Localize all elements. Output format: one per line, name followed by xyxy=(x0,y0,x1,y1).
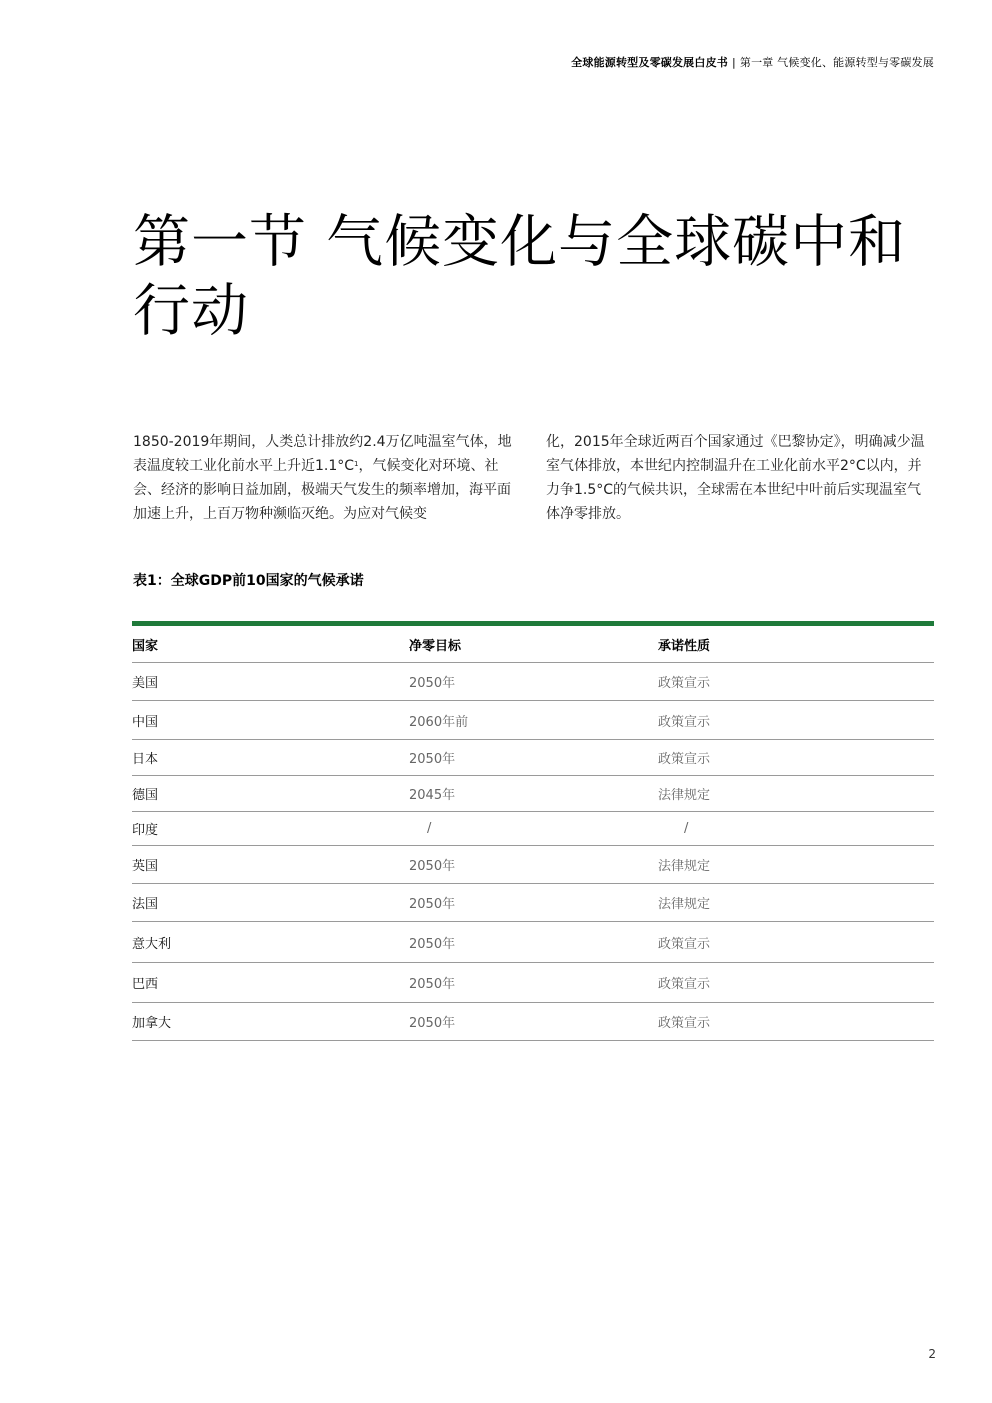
cell-target: 2050年 xyxy=(409,936,456,952)
section-title: 第一节 气候变化与全球碳中和行动 xyxy=(133,209,907,344)
cell-nature: 政策宣示 xyxy=(658,752,711,767)
cell-target: 2050年 xyxy=(409,676,456,691)
cell-country: 美国 xyxy=(132,676,159,691)
cell-country: 德国 xyxy=(132,788,159,803)
table-row xyxy=(132,846,934,884)
header-document-title: 全球能源转型及零碳发展白皮书 xyxy=(571,56,728,69)
page-number: 2 xyxy=(928,1347,936,1361)
table-header-row xyxy=(132,626,934,663)
paragraph-text-part2: ，气候变化对环境、社会、经济的影响日益加剧，极端天气发生的频率增加，海平面加速上升，上百万物种濒临灭绝。为应对气候变 xyxy=(133,458,511,522)
footnote-marker[interactable]: 1 xyxy=(354,460,359,468)
table-row xyxy=(132,701,934,740)
cell-nature: 政策宣示 xyxy=(658,1016,711,1031)
cell-nature: 政策宣示 xyxy=(658,936,711,952)
cell-target: 2050年 xyxy=(409,752,456,767)
cell-target: 2050年 xyxy=(409,1016,456,1031)
header-separator: | xyxy=(731,56,736,69)
cell-nature: / xyxy=(684,821,689,836)
cell-country: 意大利 xyxy=(132,936,172,952)
table-row xyxy=(132,884,934,922)
paragraph-text-part1: 1850-2019年期间，人类总计排放约2.4万亿吨温室气体，地表温度较工业化前水平上升近1.1°C xyxy=(133,434,512,474)
climate-commitments-table xyxy=(132,621,934,1041)
table-row xyxy=(132,812,934,846)
column-header-net-zero-target: 净零目标 xyxy=(409,638,462,654)
cell-nature: 政策宣示 xyxy=(658,714,711,730)
cell-nature: 法律规定 xyxy=(658,788,711,803)
table-caption: 表1：全球GDP前10国家的气候承诺 xyxy=(133,573,364,589)
cell-country: 加拿大 xyxy=(132,1016,172,1031)
cell-target: 2060年前 xyxy=(409,714,469,730)
body-paragraph-right: 化，2015年全球近两百个国家通过《巴黎协定》，明确减少温室气体排放，本世纪内控制温升在工业化前水平2°C以内，并力争1.5°C的气候共识，全球需在本世纪中叶前后实现温室气体净零排放。 xyxy=(546,434,925,522)
running-header xyxy=(571,54,934,70)
cell-country: 日本 xyxy=(132,752,159,767)
cell-nature: 政策宣示 xyxy=(658,676,711,691)
cell-nature: 政策宣示 xyxy=(658,977,711,992)
table-row xyxy=(132,922,934,963)
table-row xyxy=(132,1003,934,1041)
cell-country: 巴西 xyxy=(132,977,159,992)
table-row xyxy=(132,963,934,1003)
body-paragraph-left xyxy=(133,430,513,526)
cell-target: 2050年 xyxy=(409,977,456,992)
column-header-country: 国家 xyxy=(132,638,159,654)
table-row xyxy=(132,776,934,812)
header-chapter-title: 第一章 气候变化、能源转型与零碳发展 xyxy=(739,56,934,69)
cell-target: 2045年 xyxy=(409,788,456,803)
cell-country: 英国 xyxy=(132,859,159,874)
cell-nature: 法律规定 xyxy=(658,859,711,874)
cell-target: 2050年 xyxy=(409,897,456,912)
cell-target: 2050年 xyxy=(409,859,456,874)
cell-target: / xyxy=(427,821,432,836)
cell-country: 法国 xyxy=(132,897,159,912)
cell-nature: 法律规定 xyxy=(658,897,711,912)
table-row xyxy=(132,740,934,776)
table-row xyxy=(132,663,934,701)
cell-country: 印度 xyxy=(132,823,159,838)
cell-country: 中国 xyxy=(132,714,159,730)
column-header-commitment-type: 承诺性质 xyxy=(658,638,711,654)
